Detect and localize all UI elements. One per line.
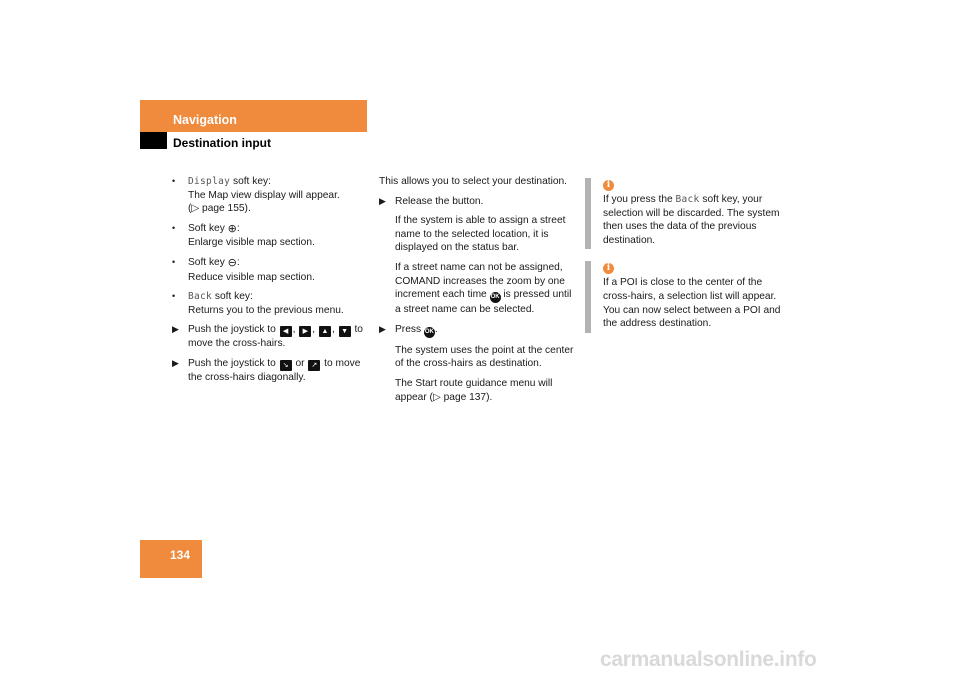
zoom-out-prefix: Soft key (188, 256, 228, 268)
cannot-assign-prefix: If a street name can not be assigned, COMAND increases the zoom by one increment each time (395, 261, 565, 301)
section-title: Navigation (173, 113, 237, 127)
action-arrow-icon: ▶ (172, 357, 179, 368)
intro-text: This allows you to select your destination. (379, 176, 567, 187)
diagonal-or: or (292, 357, 308, 369)
info-icon: i (603, 180, 614, 191)
back-key-label: Back (188, 291, 213, 303)
display-description: The Map view display will appear. (188, 189, 340, 201)
assign-street-text: If the system is able to assign a street name to the selected location, it is displayed on the status bar. (395, 215, 566, 254)
diagonal-suffix: to move the cross-hairs diagonally. (188, 357, 361, 383)
back-description: Returns you to the previous menu. (188, 304, 344, 316)
zoom-in-suffix: : (236, 222, 240, 234)
left-column (172, 175, 368, 391)
ok-button-icon: OK (424, 327, 435, 338)
action-arrow-icon: ▶ (379, 323, 386, 334)
list-item-zoom-in (172, 222, 368, 250)
zoom-in-prefix: Soft key (188, 222, 228, 234)
info-column (587, 178, 787, 345)
bullet-icon: • (172, 222, 176, 233)
info-icon: i (603, 263, 614, 274)
uses-point-text: The system uses the point at the center of the cross-hairs as destination. (395, 344, 574, 370)
cannot-assign-paragraph (379, 261, 577, 317)
display-key-suffix: soft key: (230, 176, 271, 187)
cannot-assign-suffix: is pressed until a street name can be selected. (395, 289, 572, 316)
info-first-prefix: If you press the (603, 194, 676, 205)
zoom-out-icon: ⊖ (227, 256, 237, 269)
page-number: 134 (170, 548, 191, 562)
back-key-suffix: soft key: (212, 291, 253, 303)
zoom-out-suffix: : (236, 256, 240, 268)
zoom-in-icon: ⊕ (227, 222, 237, 235)
action-arrow-icon: ▶ (172, 324, 179, 335)
subsection-title: Destination input (173, 136, 271, 150)
bullet-icon: • (172, 256, 176, 267)
info-box-back-key (587, 178, 787, 247)
list-item-back-key (172, 290, 368, 317)
bullet-icon: • (172, 176, 176, 186)
arrow-right-icon: ▶ (299, 326, 311, 337)
list-item-joystick-move: ▶ Push the joystick to ◀ , ▶ , ▲ , ▼ to move the cross-hairs. (172, 324, 363, 350)
list-item-joystick-diagonal (172, 357, 368, 385)
page-reference: (▷ page 155). (188, 203, 251, 215)
list-item-zoom-out (172, 256, 368, 284)
info-back-key-label: Back (675, 194, 700, 205)
press-prefix: Press (395, 323, 424, 335)
arrow-diagonal-up-icon: ↗ (308, 360, 320, 371)
step-press-ok (379, 323, 577, 338)
ok-button-icon: OK (490, 292, 501, 303)
display-key-label: Display (188, 176, 231, 187)
list-item-display-key (172, 175, 368, 216)
arrow-left-icon: ◀ (280, 326, 292, 337)
action-arrow-icon: ▶ (379, 195, 386, 206)
start-route-text: The Start route guidance menu will appear (▷ page 137). (395, 377, 553, 403)
info-side-rule (585, 261, 591, 332)
zoom-in-description: Enlarge visible map section. (188, 237, 315, 249)
joystick-suffix: to move the cross-hairs. (188, 324, 363, 350)
info-second-text: If a POI is close to the center of the cross-hairs, a selection list will appear. You can now select between a POI and the address destination. (603, 277, 781, 330)
info-first-suffix: soft key, your selection will be discarded. The system then uses the data of the previous destination. (603, 194, 780, 246)
info-box-poi (587, 261, 787, 330)
release-text: Release the button. (395, 195, 484, 207)
joystick-prefix: Push the joystick to (188, 324, 279, 336)
arrow-down-icon: ▼ (339, 326, 351, 337)
zoom-out-description: Reduce visible map section. (188, 271, 315, 283)
diagonal-prefix: Push the joystick to (188, 357, 279, 369)
black-tab-marker (140, 132, 167, 149)
arrow-diagonal-down-icon: ↘ (280, 360, 292, 371)
middle-column (379, 175, 577, 410)
step-release-button (379, 195, 577, 209)
arrow-up-icon: ▲ (319, 326, 331, 337)
watermark-text: carmanualsonline.info (600, 648, 817, 671)
press-suffix: . (434, 323, 438, 335)
info-side-rule (585, 178, 591, 249)
bullet-icon: • (172, 291, 176, 302)
